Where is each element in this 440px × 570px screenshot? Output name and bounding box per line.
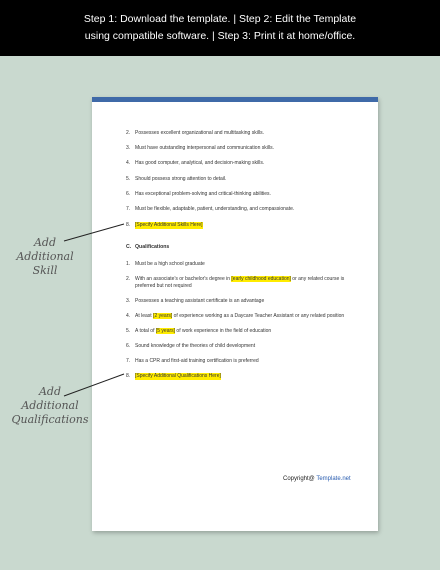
document-page: 2. Possesses excellent organizational and multitasking skills. 3. Must have outstanding interpersonal and communication skills. 4. Has good computer, analytical, and decision-making skills. 5. Should possess strong attention to detail. 6. Has exceptional problem-solving and critical-thinking abilities. 7. Must be flexible, adaptable, patient, understanding, and compassionate. 8. [Specify Additional Skills Here] C. Qualifications 1. Must be a high school graduate 2. With an associate's or bachelor's degree in [early childhood education] or any related course is preferred but not required 3. Possesses a teaching assistant certificate is an advantage 4. At least [2 years] of experience working as a Daycare Teacher Assistant or any related position 5. A total of [5 years] of work experience in the field of education 6. Sound knowledge of the theories of child development 7. Has a CPR and first-aid training certification is preferred 8. [Specify Additional Qualifications Here] Copyright@ Template.net [92,97,378,531]
banner-line-1: Step 1: Download the template. | Step 2: Edit the Template [83,13,357,25]
total-years-field[interactable]: [5 years] [155,328,176,334]
banner-line-2: using compatible software. | Step 3: Print it at home/office. [84,30,356,42]
degree-field[interactable]: [early childhood education] [231,276,291,282]
additional-qualifications-field[interactable]: [Specify Additional Qualifications Here] [135,373,221,379]
copyright-footer: Copyright@ Template.net [283,476,351,482]
add-qualifications-annotation: Add Additional Qualifications [11,385,89,426]
additional-skills-field[interactable]: [Specify Additional Skills Here] [135,222,203,228]
instruction-banner [0,0,440,56]
page-accent-bar [92,97,378,102]
add-skill-annotation: Add Additional Skill [16,236,74,277]
experience-years-field[interactable]: [2 years] [153,313,173,319]
template-net-link[interactable]: Template.net [316,476,351,482]
